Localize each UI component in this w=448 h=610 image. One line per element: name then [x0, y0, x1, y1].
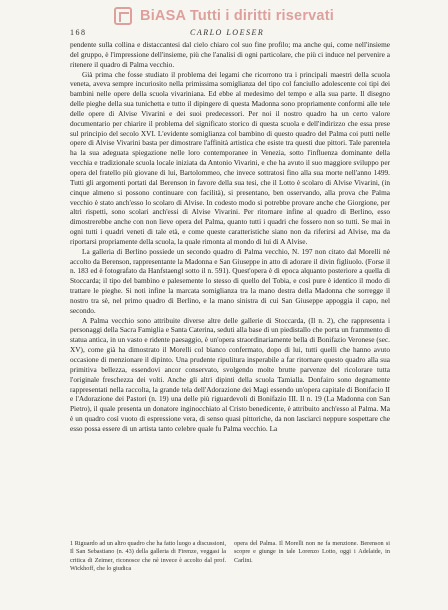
footnote-left: 1 Riguardo ad un altro quadro che ha fatto luogo a discussioni, Il San Sebastiano (n. 43) della galleria di Firenze, veggasi la critica di Zeimer, riconosce che nè invece è accolto dal prof. Wickhoff, che lo giudica [70, 540, 226, 573]
paragraph: La galleria di Berlino possiede un secondo quadro di Palma vecchio, N. 197 non citato dal Morelli nè accolto da Berenson, rappresentante la Madonna e San Giuseppe in atto di adorare il divin figliuolo. (Forse il n. 183 ed è fotografato da Hanfstaengl sotto il n. 591). Quest'opera è di epoca alquanto posteriore a quella di Stoccarda; il tipo del bambino e palesemente lo stesso di quello del Tobia, e così pure è identico il modo di trattare le pieghe. Si noti infine la marcata somiglianza tra la mano destra della Madonna che sorregge il nostro tra sè, nel primo quadro di Berlino, e la mano sinistra di cui San Giuseppe appoggia il capo, nel secondo. [70, 246, 390, 315]
paragraph: Già prima che fosse studiato il problema dei legami che ricorrono tra i principali maestri della scuola veneta, aveva sempre incuriosito nella primissima somiglianza del tipo col fanciullo adolescente coi tipi dei bambini nelle opere della scuola vivariniana. Ed ebbe al medesimo del tempo e alla sua parte. Il disegno delle pieghe della sua tunichetta e tutto il dipingere di questa Madonna sono propriamente conformi alle tele delle opere di Alvise Vivarini e dei suoi predecessori. Per noi il nostro quadro ha un certo valore documentario per chiarire il problema del significato storico di questa scuola e dell'indirizzo che essa prese sul principio del secolo XVI. L'evidente somiglianza col bambino di questo quadro del Palma coi putti nelle opere di Alvise Vivarini basta per dimostrare l'affinità artistica che esiste tra questi due pittori. Tale parentela ha la sua adeguata spiegazione nelle loro contemporanee in Venezia, sotto l'influenza dominante della vecchia e tradizionale scuola locale iniziata da Antonio Vivarini, e che ha avuto il suo maggiore sviluppo per opera del fratello più giovane di lui, Bartolommeo, che invece sottratosi fino alla sua morte nell'anno 1499. Tutti gli argomenti portati dal Berenson in favore della sua tesi, che il Lotto è scolaro di Alvise Vivarini, (in cinque almeno si possono continuare con facilità), si presentano, ben osservando, alla prova che Palma vecchio è stato anch'esso lo scolaro di Alvise. In codesto modo si potrebbe provare anche che Giorgione, per altri rispetti, sono scolari anch'essi di Alvise Vivarini. Per ritornare infine al quadro di Berlino, esso dimostrerebbe anche con non lieve opera del Palma, quanto tutti i quadri che fossero non so tutti. Se mai in ogni tutti i quadri veneti di tale età, e come queste caratteristiche siano non da riferirsi ad Alvise, ma da riportarsi propriamente della scuola, la quale rimonta al mondo di lui di A Alvise. [70, 69, 390, 246]
library-logo-icon [114, 7, 132, 25]
page-header [70, 28, 390, 40]
watermark-banner [0, 2, 448, 30]
running-head: CARLO LOESER [190, 28, 265, 37]
footnote-right: opera del Palma. Il Morelli non ne fa menzione. Berenson si scopre e giunge in tale Lorenzo Lotto, oggi i Adelaide, in Carlini. [234, 540, 390, 564]
footnotes [70, 540, 390, 574]
watermark-text: BiASA Tutti i diritti riservati [140, 8, 334, 24]
page-number: 168 [70, 28, 87, 37]
paragraph: A Palma vecchio sono attribuite diverse altre delle gallerie di Stoccarda, (Il n. 2), che rappresenta i personaggi della Sacra Famiglia e Santa Caterina, seduti alla base di un piedistallo che porta un frammento di statua antica, in un vasto e ridente paesaggio, è un'opera straordinariamente bella di Bonifazio Veronese (sec. XV), come già ha dimostrato il Morelli col bianco confermato, dopo di lui, tutti quelli che hanno avuto occasione di menzionare il dipinto. Una prudente ripulitura insperabile a far ritornare questo quadro alla sua primitiva bellezza, essendovi ancor conservato, svolgendo molte brutte parvenze del ricolorare tutta l'originale freschezza dei volti. Anche gli altri dipinti della scuola Tamialla. Donfairo sono degnamente rappresentati nella raccolta, la grande tela dell'Adorazione dei Magi essendo un'opera capitale di Bonifacio II e l'Adorazione dei Pastori (n. 19) una delle più riguardevoli di Bonifazio III. Il n. 19 (La Madonna con San Pietro), il quale presenta un donatore inginocchiato al Cristo benedicente, è attribuito anch'esso al Palma. Ma è un quadro così vuoto di espressione vera, di senso quasi pittoriche, da non lasciarci neppure sospettare che esso possa essere di un artista tanto celebre quale fu Palma vecchio. La [70, 315, 390, 433]
body-text [70, 40, 390, 434]
paragraph: pendente sulla collina e distaccantesi dal cielo chiaro col suo fine profilo; ma anche qui, come nell'insieme del gruppo, è l'impressione dell'insieme, più che l'analisi di ogni particolare, che più ci induce nel pervenire a ritenere il quadro di Palma vecchio. [70, 40, 390, 69]
